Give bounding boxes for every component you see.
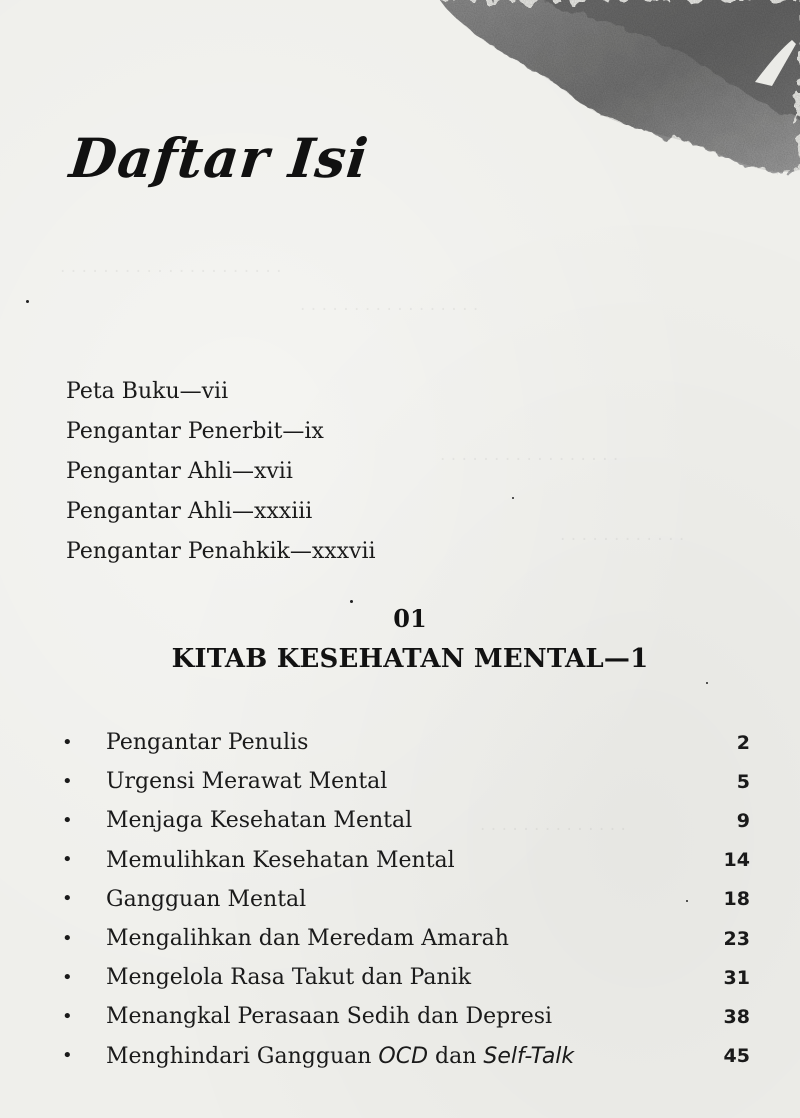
- toc-entry-title: Urgensi Merawat Mental: [106, 769, 388, 795]
- toc-entry: [62, 919, 750, 958]
- toc-entry-page: 45: [723, 1045, 750, 1068]
- ink-speck: [26, 300, 29, 303]
- toc-entry-title: Mengelola Rasa Takut dan Panik: [106, 965, 472, 991]
- front-matter-item: Peta Buku—vii: [66, 379, 229, 404]
- toc-entry-title: Mengalihkan dan Meredam Amarah: [106, 926, 509, 952]
- toc-entry-title: Menangkal Perasaan Sedih dan Depresi: [106, 1004, 553, 1030]
- toc-entry-title-part: Self-Talk: [483, 1043, 575, 1069]
- toc-entry-title: Pengantar Penulis: [106, 730, 309, 756]
- toc-entry-page: 31: [723, 966, 750, 989]
- bullet-icon: •: [62, 888, 73, 910]
- bullet-icon: •: [62, 1005, 73, 1027]
- bullet-icon: •: [62, 927, 73, 949]
- toc-entry: [62, 801, 750, 840]
- table-of-contents: [62, 723, 750, 1076]
- ink-speck: [350, 600, 353, 603]
- toc-entry-page: 5: [736, 770, 750, 793]
- front-matter-item: Pengantar Ahli—xvii: [66, 459, 293, 484]
- toc-entry-title: [106, 1044, 690, 1069]
- toc-entry: [62, 997, 750, 1036]
- toc-entry-title-part: OCD: [378, 1043, 429, 1069]
- ink-speck: [686, 900, 688, 902]
- bullet-icon: •: [62, 770, 73, 792]
- toc-entry-page: 9: [736, 809, 750, 832]
- ink-speck: [706, 682, 708, 684]
- chapter-number: 01: [393, 604, 427, 633]
- page-title: Daftar Isi: [66, 126, 372, 190]
- front-matter-list: [66, 372, 376, 572]
- bullet-icon: •: [62, 1045, 73, 1067]
- bullet-icon: •: [62, 809, 73, 831]
- toc-entry-title: Gangguan Mental: [106, 886, 307, 912]
- toc-entry-title: Memulihkan Kesehatan Mental: [106, 847, 455, 873]
- toc-entry: [62, 723, 750, 762]
- front-matter-item: Pengantar Penahkik—xxxvii: [66, 539, 376, 564]
- toc-entry-title-part: dan: [428, 1043, 484, 1069]
- toc-entry: [62, 958, 750, 997]
- toc-entry-title: Menjaga Kesehatan Mental: [106, 808, 413, 834]
- toc-entry-page: 18: [723, 888, 750, 911]
- toc-entry: [62, 1037, 750, 1076]
- toc-entry: [62, 762, 750, 801]
- bullet-icon: •: [62, 849, 73, 871]
- ink-speck: [512, 497, 514, 499]
- front-matter-item: Pengantar Penerbit—ix: [66, 419, 324, 444]
- bullet-icon: •: [62, 966, 73, 988]
- toc-entry-page: 2: [736, 731, 750, 754]
- bullet-icon: •: [62, 731, 73, 753]
- toc-entry-page: 14: [723, 849, 750, 872]
- chapter-title: KITAB KESEHATAN MENTAL—1: [171, 644, 649, 674]
- toc-entry-title-part: Menghindari Gangguan: [106, 1043, 379, 1069]
- toc-entry-page: 23: [723, 927, 750, 950]
- front-matter-item: Pengantar Ahli—xxxiii: [66, 499, 313, 524]
- toc-entry: [62, 841, 750, 880]
- toc-entry-page: 38: [723, 1005, 750, 1028]
- toc-entry: [62, 880, 750, 919]
- ink-wash-decoration: [420, 0, 800, 190]
